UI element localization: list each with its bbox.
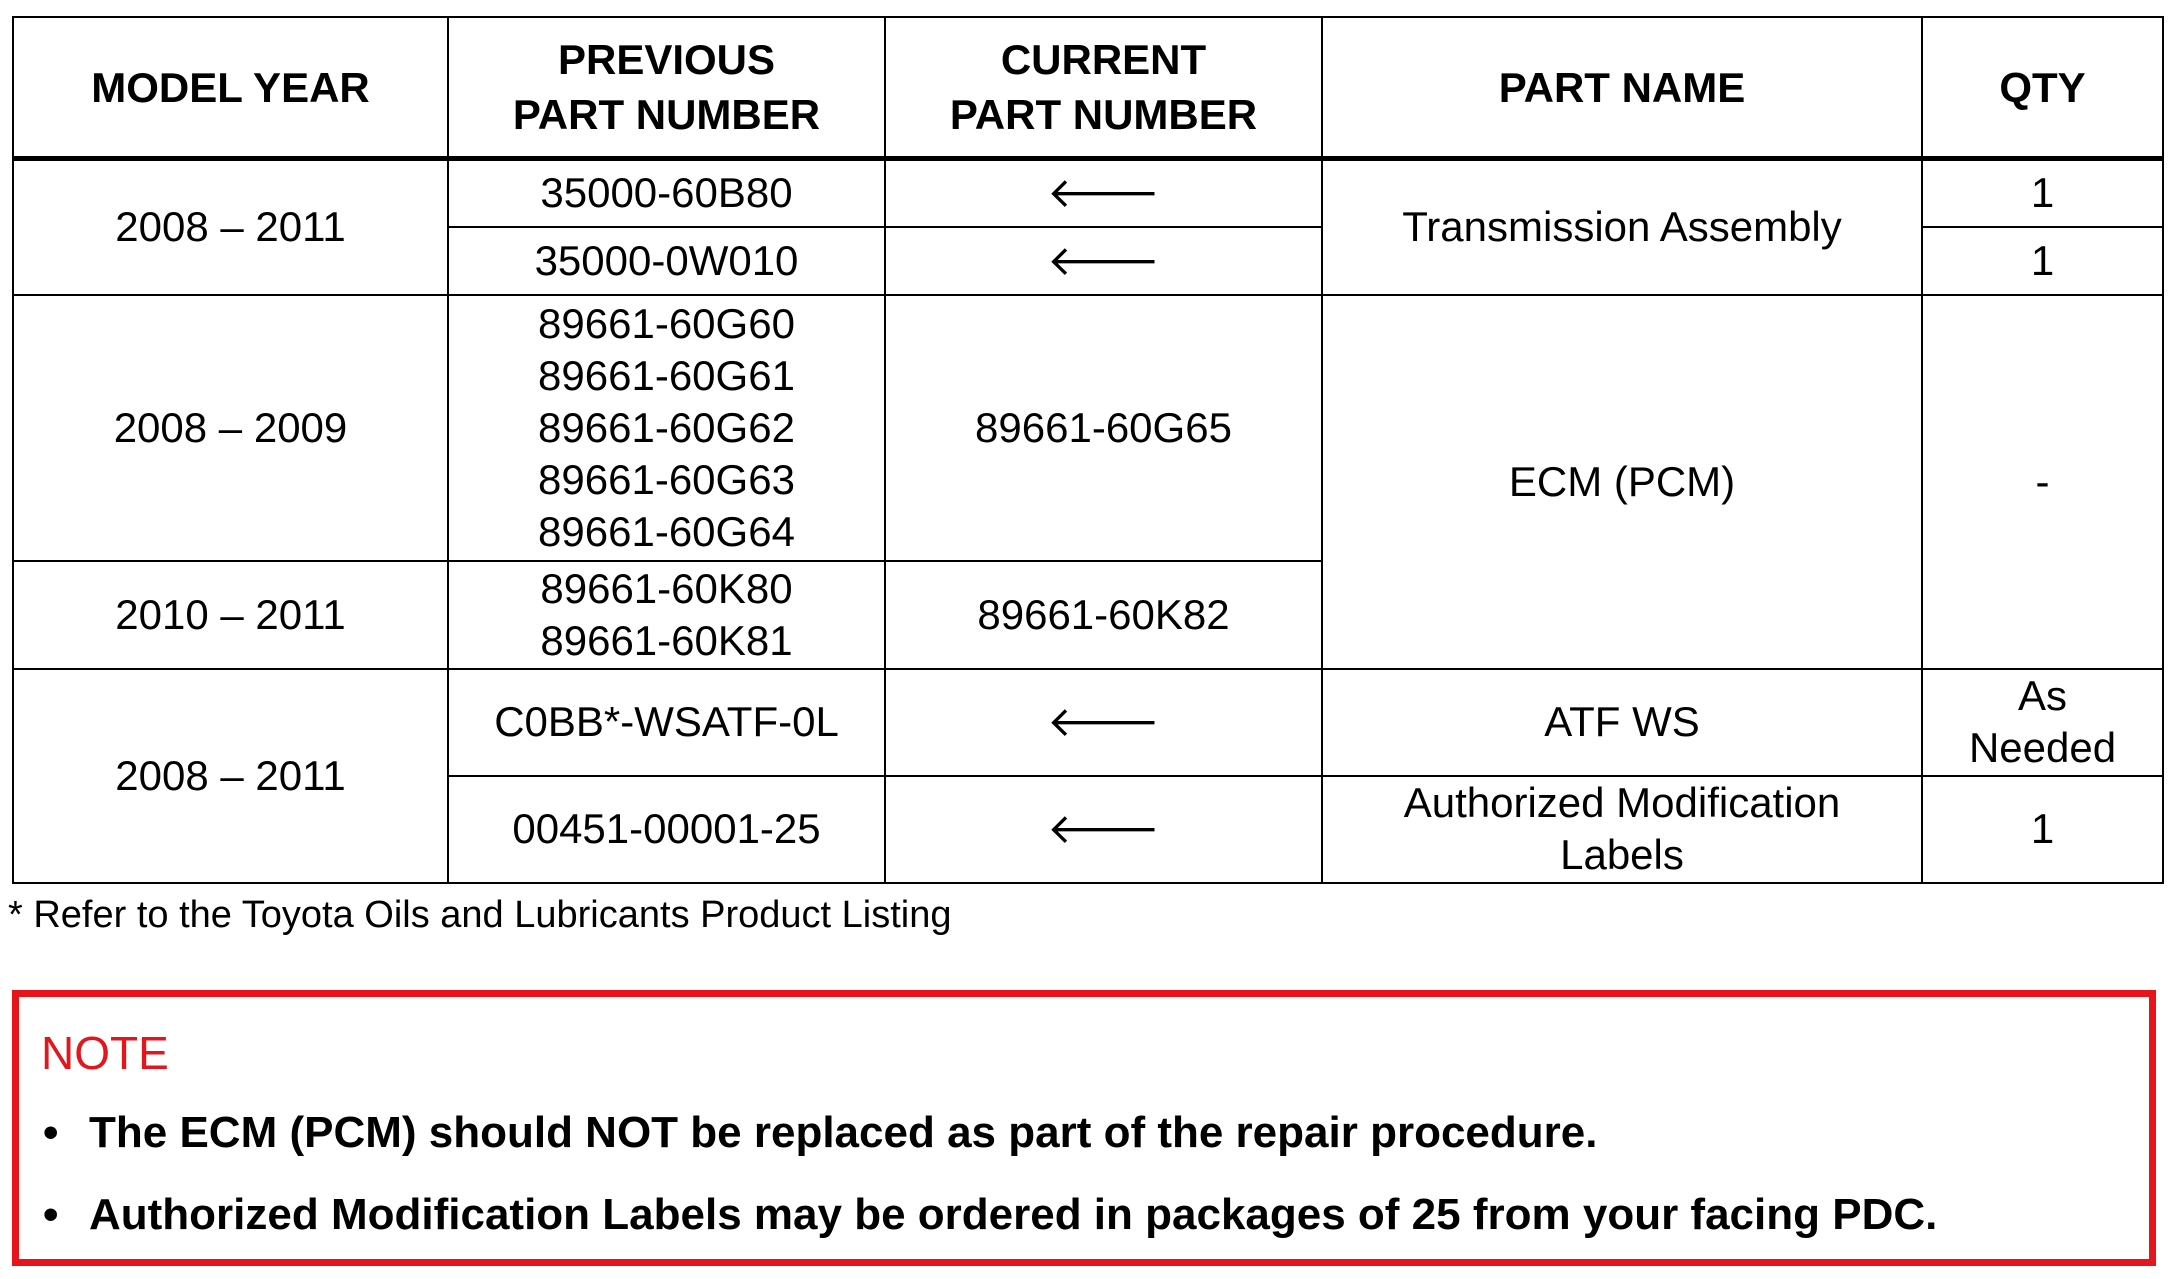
current-part-cell: 89661-60K82 (885, 561, 1322, 669)
qty-line: As (2017, 672, 2067, 719)
note-text: Authorized Modification Labels may be ordered in packages of 25 from your facing PDC. (89, 1190, 1938, 1239)
table-row (13, 295, 2163, 561)
parts-table (12, 16, 2164, 884)
current-part-cell: 89661-60G65 (885, 295, 1322, 561)
note-title: NOTE (41, 1027, 169, 1079)
header-current-line1: CURRENT (1000, 36, 1207, 83)
part-name-cell: Transmission Assembly (1322, 159, 1922, 295)
part-name-cell: ATF WS (1322, 669, 1922, 776)
previous-part-number: 89661-60K81 (540, 616, 793, 664)
previous-part-number: 89661-60G64 (538, 507, 795, 555)
header-previous-line1: PREVIOUS (557, 36, 776, 83)
same-as-previous-arrow-icon: 🡐 (885, 669, 1322, 776)
header-previous-line2: PART NUMBER (512, 91, 821, 138)
table-row (13, 669, 2163, 776)
previous-part-number: 89661-60G62 (538, 403, 795, 451)
list-item (19, 1189, 2149, 1271)
previous-part-cell: C0BB*-WSATF-0L (448, 669, 885, 776)
table-row (13, 159, 2163, 227)
previous-part-number: 89661-60G61 (538, 351, 795, 399)
part-name-line: Labels (1560, 831, 1684, 878)
header-part-name: PART NAME (1322, 17, 1922, 159)
qty-cell: 1 (1922, 227, 2163, 295)
previous-part-list-cell (448, 295, 885, 561)
bullet-icon: • (43, 1190, 59, 1239)
note-box (12, 990, 2156, 1266)
model-year-cell: 2010 – 2011 (13, 561, 448, 669)
same-as-previous-arrow-icon: 🡐 (885, 227, 1322, 295)
bullet-icon: • (43, 1108, 59, 1157)
part-name-cell (1322, 776, 1922, 883)
previous-part-cell: 35000-0W010 (448, 227, 885, 295)
qty-cell: 1 (1922, 159, 2163, 227)
same-as-previous-arrow-icon: 🡐 (885, 776, 1322, 883)
qty-cell: 1 (1922, 776, 2163, 883)
previous-part-number: 89661-60G63 (538, 455, 795, 503)
list-item (19, 1107, 2149, 1189)
same-as-previous-arrow-icon: 🡐 (885, 159, 1322, 227)
qty-cell (1922, 669, 2163, 776)
note-text: The ECM (PCM) should NOT be replaced as part of the repair procedure. (89, 1108, 1598, 1157)
note-list (19, 1107, 2149, 1271)
header-model-year: MODEL YEAR (13, 17, 448, 159)
previous-part-list-cell (448, 561, 885, 669)
header-current-line2: PART NUMBER (949, 91, 1258, 138)
previous-part-cell: 00451-00001-25 (448, 776, 885, 883)
model-year-cell: 2008 – 2011 (13, 159, 448, 295)
previous-part-cell: 35000-60B80 (448, 159, 885, 227)
model-year-cell: 2008 – 2011 (13, 669, 448, 883)
part-name-line: Authorized Modification (1403, 779, 1841, 826)
header-current-part-number (885, 17, 1322, 159)
header-previous-part-number (448, 17, 885, 159)
table-header-row (13, 17, 2163, 159)
model-year-cell: 2008 – 2009 (13, 295, 448, 561)
qty-line: Needed (1968, 724, 2117, 771)
part-name-cell: ECM (PCM) (1322, 295, 1922, 669)
header-qty: QTY (1922, 17, 2163, 159)
footnote: * Refer to the Toyota Oils and Lubricants Product Listing (8, 894, 952, 936)
qty-cell: - (1922, 295, 2163, 669)
previous-part-number: 89661-60K80 (540, 564, 793, 612)
previous-part-number: 89661-60G60 (538, 299, 795, 347)
